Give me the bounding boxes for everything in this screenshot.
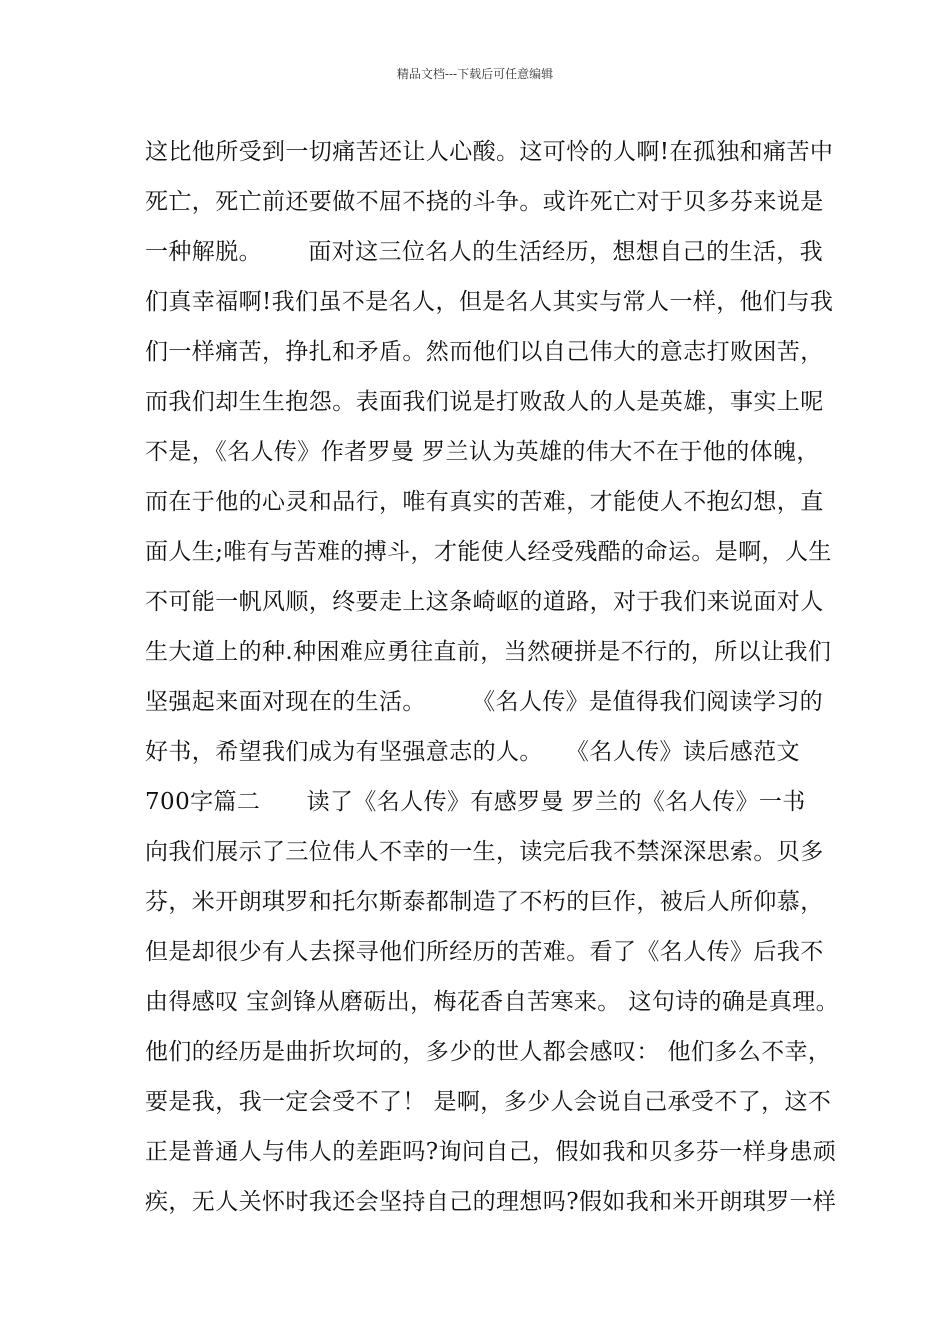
text-line: 坚强起来面对现在的生活。 《名人传》是值得我们阅读学习的 bbox=[145, 689, 824, 715]
text-line: 不是，《名人传》作者罗曼 罗兰认为英雄的伟大不在于他的体魄， bbox=[145, 439, 820, 465]
text-line: 正是普通人与伟人的差距吗?询问自己，假如我和贝多芬一样身患顽 bbox=[145, 1139, 837, 1165]
document-body bbox=[145, 127, 840, 1227]
text-line: 这比他所受到一切痛苦还让人心酸。这可怜的人啊!在孤独和痛苦中 bbox=[145, 139, 834, 165]
text-line: 他们的经历是曲折坎坷的，多少的世人都会感叹： 他们多么不幸， bbox=[145, 1039, 832, 1065]
text-line: 疾，无人关怀时我还会坚持自己的理想吗?假如我和米开朗琪罗一样 bbox=[145, 1189, 837, 1215]
text-line: 700字篇二 读了《名人传》有感罗曼 罗兰的《名人传》一书 bbox=[145, 789, 806, 815]
text-line: 们真幸福啊!我们虽不是名人，但是名人其实与常人一样，他们与我 bbox=[145, 289, 834, 315]
text-line: 而我们却生生抱怨。表面我们说是打败敌人的人是英雄，事实上呢 bbox=[145, 389, 824, 415]
text-line: 要是我，我一定会受不了！ 是啊，多少人会说自己承受不了，这不 bbox=[145, 1089, 832, 1115]
page-header: 精品文档---下载后可任意编辑 bbox=[396, 67, 554, 81]
text-line: 向我们展示了三位伟人不幸的一生，读完后我不禁深深思索。贝多 bbox=[145, 839, 824, 865]
text-line: 芬，米开朗琪罗和托尔斯泰都制造了不朽的巨作，被后人所仰慕， bbox=[145, 889, 824, 915]
text-line: 死亡，死亡前还要做不屈不挠的斗争。或许死亡对于贝多芬来说是 bbox=[145, 189, 824, 215]
text-line: 而在于他的心灵和品行，唯有真实的苦难，才能使人不抱幻想，直 bbox=[145, 489, 824, 515]
text-line: 由得感叹 宝剑锋从磨砺出，梅花香自苦寒来。 这句诗的确是真理。 bbox=[145, 989, 840, 1015]
text-line: 一种解脱。 面对这三位名人的生活经历，想想自己的生活，我 bbox=[145, 239, 824, 265]
text-line: 面人生;唯有与苦难的搏斗，才能使人经受残酷的命运。是啊，人生 bbox=[145, 539, 832, 565]
text-line: 但是却很少有人去探寻他们所经历的苦难。看了《名人传》后我不 bbox=[145, 939, 824, 965]
text-line: 不可能一帆风顺，终要走上这条崎岖的道路，对于我们来说面对人 bbox=[145, 589, 824, 615]
text-line: 生大道上的种.种困难应勇往直前，当然硬拼是不行的，所以让我们 bbox=[145, 639, 832, 665]
text-line: 们一样痛苦，挣扎和矛盾。然而他们以自己伟大的意志打败困苦， bbox=[145, 339, 824, 365]
text-line: 好书，希望我们成为有坚强意志的人。 《名人传》读后感范文 bbox=[145, 739, 800, 765]
